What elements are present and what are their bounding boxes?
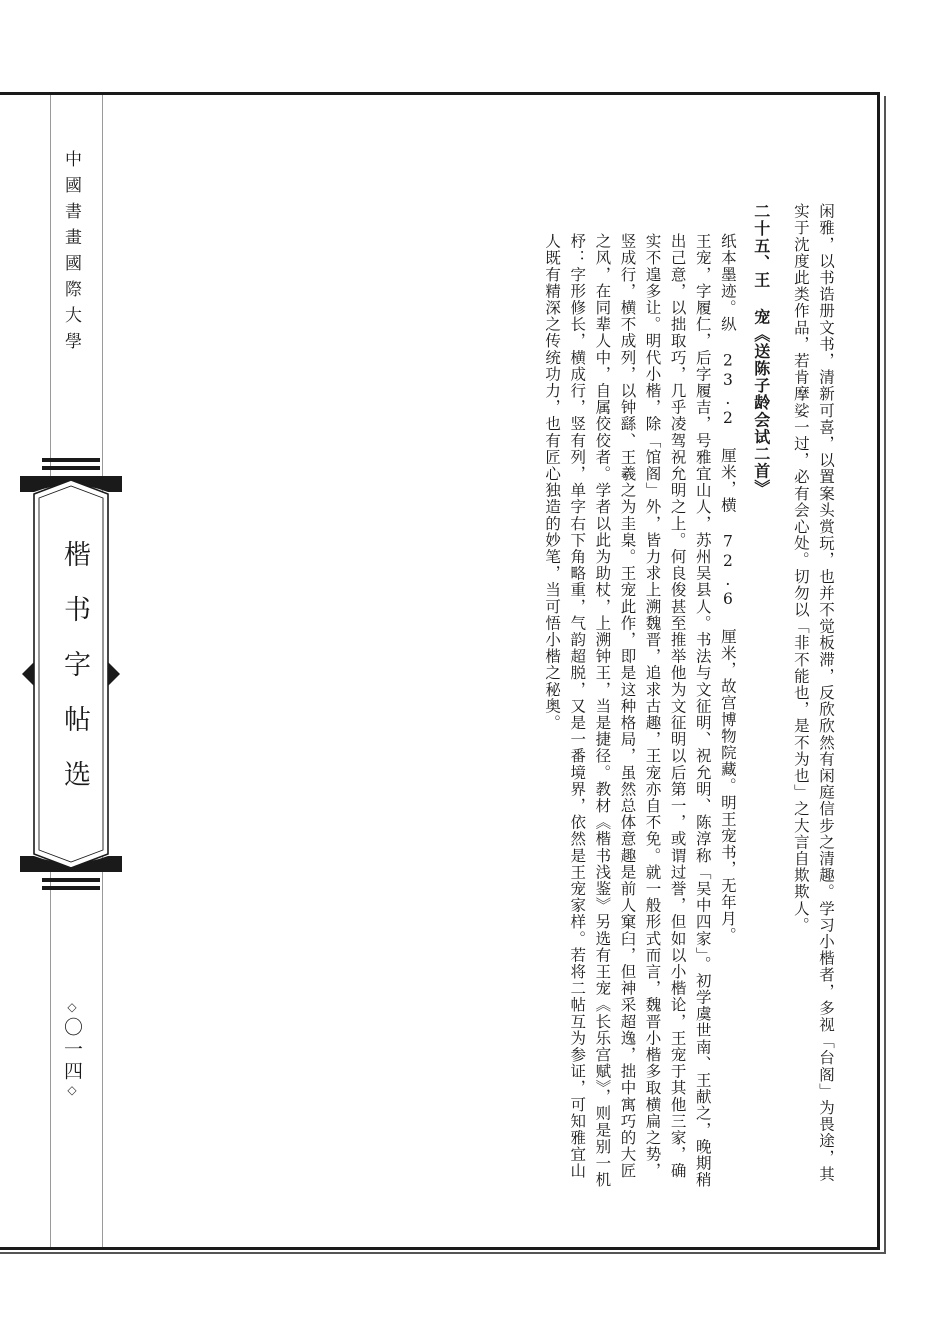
series-title: 中國書畫國際大學 — [61, 150, 81, 358]
book-title: 楷书字帖选 — [59, 539, 90, 815]
artwork-meta: 纸本墨迹。纵 23.2 厘米，横 72.6 厘米，故宫博物院藏。明王宠书，无年月。 — [718, 233, 737, 944]
paragraph-body: 王宠，字履仁，后字履吉，号雅宜山人，苏州吴县人。书法与文征明、祝允明、陈淳称「吴中四家」。初学虞世南、王献之，晚期稍出己意，以拙取巧，几乎凌驾祝允明之上。何良俊甚至推举他为文征明以后第一，或谓过誉，但如以小楷论，王宠于其他三家，确实不遑多让。明代小楷，除「馆阁」外，皆力求上溯魏晋，追求古趣，王宠亦自不免。就一般形式而言，魏晋小楷多取横扁之势，竖成行，横不成列，以钟繇、王羲之为圭臬。王宠此作，即是这种格局，虽然总体意趣是前人窠臼，但神采超逸，拙中寓巧的大匠之风，在同辈人中，自属佼佼者。学者以此为助杖，上溯钟王，当是捷径。教材《楷书浅鉴》另选有王宠《长乐宫赋》，则是别一机杼：字形修长，横成行，竖有列，单字右下角略重，气韵超脱，又是一番境界，依然是王宠家样。若将二帖互为参证，可知雅宜山人既有精深之传统功力，也有匠心独造的妙笔，当可悟小楷之秘奥。 — [543, 233, 712, 1189]
main-text-block — [539, 203, 838, 1193]
page-mark-bottom: ◇ — [65, 1083, 79, 1100]
paragraph-continuation: 闲雅，以书诰册文书，清新可喜，以置案头赏玩，也并不觉板滞，反欣欣然有闲庭信步之清趣。学习小楷者，多视「台阁」为畏途，其实于沈度此类作品，若肯摩娑一过，必有会心处。切勿以「非不能也，是不为也」之大言自欺欺人。 — [791, 203, 835, 1183]
page-number — [62, 1000, 81, 1100]
page-number-text: 〇一四 — [61, 1017, 83, 1083]
section-heading: 二十五、王 宠《送陈子龄会试二首》 — [751, 203, 771, 497]
page-mark-top: ◇ — [65, 1000, 79, 1017]
